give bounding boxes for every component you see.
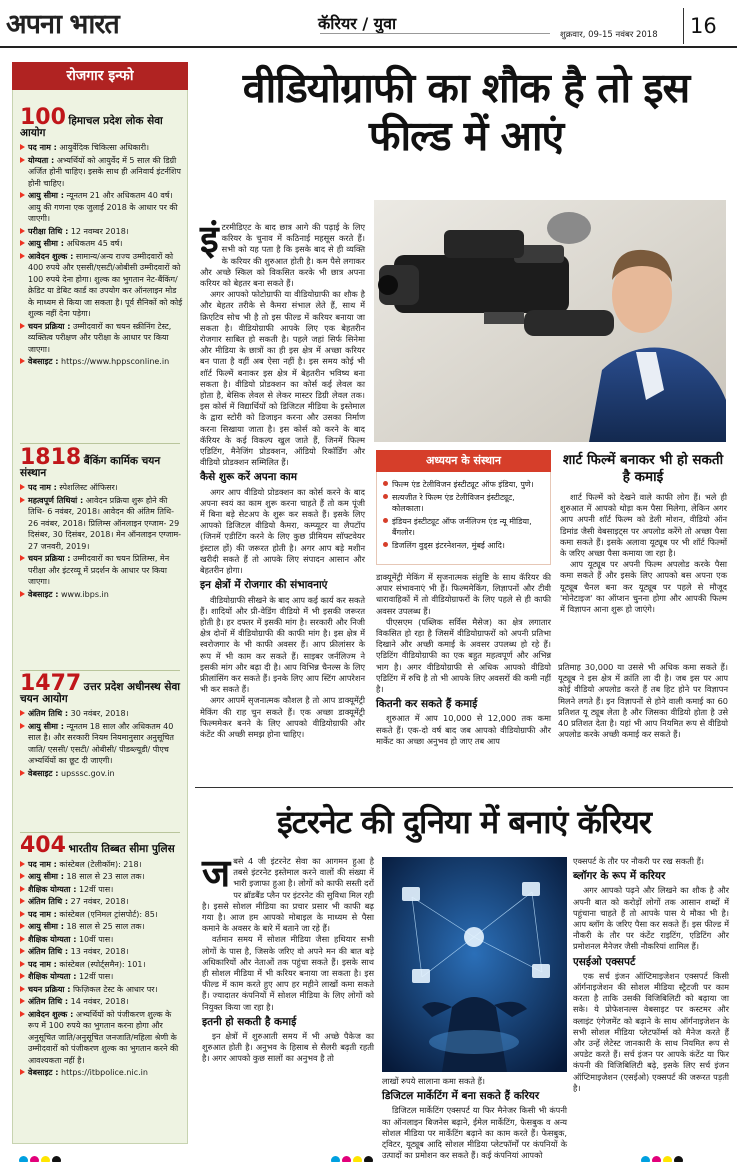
article2-column3 xyxy=(573,856,729,1094)
paragraph: वीडियोग्राफी सीखने के बाद आप कई कार्य कर सकते हैं। शादियों और प्री-वेडिंग वीडियो में भी इसकी जरूरत होती है। हर दफ्तर में इसकी मांग है। सरकारी और निजी क्षेत्र दोनों में वीडियोग्राफी की काफी मांग है। इस क्षेत्र में स्वरोजगार के भी काफी अवसर हैं। आप फ्रीलांसर के रूप में भी काम कर सकते हैं। साइबर जर्नलिज्म ने इसकी मांग और बढ़ा दी है। आप विभिन्न चैनल्स के लिए फ्रीलांसिंग कर सकते हैं। इनके लिए आप स्टिंग आपरेशन भी कर सकते हैं। xyxy=(200,594,365,695)
website-link[interactable]: https://itbpolice.nic.in xyxy=(61,1068,148,1077)
paragraph: बसे 4 जी इंटरनेट सेवा का आगमन हुआ है तबसे इंटरनेट इस्तेमाल करने वालों की संख्या में भारी इजाफा हुआ है। लोगों को काफी सस्ती दरों पर ब्रॉडबैंड प्लैन पर इंटरनेट की सुविधा मिल रही है। इससे सोशल मीडिया का प्रचार प्रसार भी काफी बढ़ गया है। आज हम आपको मोबाइल के माध्यम से पैसा कमाने के अवसर के बारे में बताने जा रहे हैं। xyxy=(202,856,374,934)
list-item: पद नाम : स्पेशलिस्ट ऑफिसर। xyxy=(20,482,184,494)
job-details-list xyxy=(20,142,184,368)
list-item: आयु सीमा : न्यूनतम 18 साल और अधिकतम 40 साल है। और सरकारी नियम नियमानुसार अनुसूचित जाति/ एससी/ एसटी/ ओबीसी/ पीडब्ल्यूडी/ पीएच अभ्यर्थियों का छूट दी जाएगी। xyxy=(20,721,184,767)
list-item: फिल्म एंड टेलीविजन इंस्टीट्यूट ऑफ इंडिया, पुणे। xyxy=(383,479,544,490)
list-item: पद नाम : कांस्टेबल (एनिमल ट्रांसपोर्ट): 85। xyxy=(20,909,184,921)
paragraph: एक सर्च इंजन ऑप्टिमाइजेशन एक्सपर्ट किसी ऑर्गनाइजेशन की सोशल मीडिया स्ट्रैटजी पर काम करता है ताकि उसकी विजिबिलिटी को बढ़ाया जा सके। ये प्रोफेशनल्स वेबसाइट पर कस्टमर और क्लाइंट एंगेजमेंट को बढ़ाने के साथ ऑर्गनाइजेशन के सभी सोशल मीडिया प्लेटफॉर्म्स को मैनेज करते हैं और उन्हें लेटेस्ट जानकारी के साथ नियमित रूप से अपडेट करते हैं। सर्च इंजन पर आपके कंटेंट या फिर कंपनी की विजिबिलिटी बढ़े, इसके लिए सर्च इंजन ऑप्टिमाइजेशन (एसईओ) एक्सपर्ट की जरूरत पड़ती है। xyxy=(573,970,729,1093)
job-details-list xyxy=(20,708,184,779)
list-item: डिजलिंग वुड्स इंटरनेशनल, मुंबई आदि। xyxy=(383,540,544,551)
page-number: 16 xyxy=(690,14,717,38)
subheading: डिजिटल मार्केटिंग में बना सकते हैं करियर xyxy=(382,1090,540,1103)
job-block-itbp xyxy=(20,833,184,1080)
paragraph: प्रतिमाह 30,000 या उससे भी अधिक कमा सकते हैं। यूट्यूब ने इस क्षेत्र में क्रांति ला दी है। जब इस पर आप कोई वीडियो अपलोड करते हैं तब हिट होने पर विज्ञापन मिलने लगते हैं। इन विज्ञापनों से होने वाली कमाई का 60 प्रतिशत यू ट्यूब लेता है और जिसका वीडियो होता है उसे 40 प्रतिशत देता है। यहां भी आप नियमित रूप से वीडियो अपलोड करके अच्छी कमाई कर सकते हैं। xyxy=(558,662,728,740)
article-divider xyxy=(195,787,733,788)
job-details-list xyxy=(20,859,184,1079)
job-block-upsssc xyxy=(20,671,184,780)
header-divider xyxy=(320,33,550,34)
list-item: वेबसाइट : https://itbpolice.nic.in xyxy=(20,1067,184,1079)
job-details-list xyxy=(20,482,184,600)
institutes-list xyxy=(377,479,550,551)
list-item: चयन प्रक्रिया : उम्मीदवारों का चयन स्क्रीनिंग टेस्ट, व्यक्तित्व परीक्षण और परीक्षा के आधार पर किया जाएगा। xyxy=(20,321,184,356)
article1-column2 xyxy=(376,572,551,747)
list-item: योग्यता : अभ्यर्थियों को आयुर्वेद में 5 साल की डिग्री अर्जित होनी चाहिए। इसके साथ ही अनिवार्य इंटर्नशिप होनी चाहिए। xyxy=(20,155,184,190)
paragraph: शार्ट फिल्में को देखने वाले काफी लोग हैं। भले ही शुरुआत में आपको थोड़ा कम पैसा मिलेगा, लेकिन अगर आप अपनी शॉर्ट फिल्म को डेली मोशन, वीडियो ऑन डिमांड जैसी वेबसाइट्स पर अपलोड करेंगे तो अच्छा पैसा कमा सकते हैं। इसके अलावा यूट्यूब पर भी शॉर्ट फिल्मों के जरिए अच्छा पैसा कमाया जा रहा है। xyxy=(560,492,727,559)
list-item: आयु सीमा : 18 साल से 25 साल तक। xyxy=(20,921,184,933)
paragraph: वर्तमान समय में सोशल मीडिया जैसा हथियार सभी लोगों के पास है, जिसके जरिए वो अपने मन की बात बड़े अधिकारियों और नेताओं तक पहुंचा सकते हैं। इसके साथ ही सोशल मीडिया में भी करियर बनाया जा सकता है। इस फील्ड में काम करते हुए आप हर महीने लाखों कमा सकते हैं। ज्यादातर कंपनियों में सोशल मीडिया के लिए लोगों को नियुक्त किया जा रहा है। xyxy=(202,934,374,1012)
paragraph: अगर आपको पढ़ने और लिखने का शौक है और अपनी बात को करोड़ों लोगों तक आसान शब्दों में पहुंचाना चाहते हैं तो आपके पास ये मौका भी है। आप ब्लॉग के जरिए पैसा कर सकते हैं। इस फील्ड में नौकरी के तौर पर कंटेंट राइटिंग, एडिटिंग और प्रमोशनल मैनेजर जैसी नौकरियां शामिल हैं। xyxy=(573,885,729,952)
job-count: 404 xyxy=(20,833,66,858)
paragraph: शुरुआत में आप 10,000 से 12,000 तक कमा सकते हैं। एक-दो वर्ष बाद जब आपको वीडियोग्राफी और मार्केट का अच्छा अनुभव हो जाए तब आप xyxy=(376,713,551,746)
paragraph: लाखों रुपये सालाना कमा सकते हैं। xyxy=(382,1076,486,1086)
yellow-dot xyxy=(41,1156,50,1162)
job-count: 1818 xyxy=(20,445,82,470)
magenta-dot xyxy=(652,1156,661,1162)
subheading: इन क्षेत्रों में रोजगार की संभावनाएं xyxy=(200,579,328,592)
cyan-dot xyxy=(641,1156,650,1162)
page-number-divider xyxy=(683,8,684,44)
list-item: चयन प्रक्रिया : फिज़िकल टेस्ट के आधार पर। xyxy=(20,984,184,996)
list-item: महत्वपूर्ण तिथियां : आवेदन प्रक्रिया शुरू होने की तिथि- 6 नवंबर, 2018। आवेदन की अंतिम तिथि- 26 नवंबर, 2018। प्रिलिम्स ऑनलाइन एग्जाम- 29 दिसंबर, 30 दिसंबर, 2018। मेन ऑनलाइन एग्जाम- 27 जनवरी, 2019। xyxy=(20,495,184,553)
job-org-title: बैंकिंग कार्मिक चयन संस्थान xyxy=(20,455,161,479)
dateline: शुक्रवार, 09-15 नवंबर 2018 xyxy=(560,30,658,40)
job-org-title: उत्तर प्रदेश अधीनस्थ सेवा चयन आयोग xyxy=(20,681,181,705)
list-item: वेबसाइट : https://www.hppsconline.in xyxy=(20,356,184,368)
list-item: आवेदन शुल्क : अभ्यर्थियों को पंजीकरण शुल्क के रूप में 100 रुपये का भुगतान करना होगा और अनुसूचित जाति/अनुसूचित जनजाति/महिला श्रेणी के उम्मीदवारों को पंजीकरण शुल्क का भुगतान करने की आवश्यकता नहीं है। xyxy=(20,1009,184,1067)
print-color-bar xyxy=(0,1148,737,1162)
headline-videography: वीडियोग्राफी का शौक है तो इस फील्ड में आएं xyxy=(242,64,690,160)
paragraph: डाक्यूमेंट्री मेकिंग में सृजनात्मक संतुष्टि के साथ कॅरियर की अपार संभावनाएं भी हैं। फिल्ममेकिंग, लिज्ञापनों और टीवी धारावाहिकों में तो वीडियोग्राफरों के लिए पहले से ही काफी अवसर उपलब्ध हैं। xyxy=(376,572,551,616)
paragraph: टरमीडिएट के बाद छात्र आगे की पढ़ाई के लिए करियर के चुनाव में कठिनाई महसूस करते हैं। सभी को यह पता है कि इसके बाद से ही व्यक्ति के करियर की शुरुआत होती है। कम पैसे लगाकर और अच्छे स्किल को विकसित करके भी छात्र अपना करियर को बेहतर बना सकते हैं। xyxy=(200,222,365,289)
list-item: चयन प्रक्रिया : उम्मीदवारों का चयन प्रिलिम्स, मेन परीक्षा और इंटरव्यू में प्रदर्शन के आधार पर किया जाएगा। xyxy=(20,553,184,588)
job-count: 100 xyxy=(20,105,66,130)
website-link[interactable]: upsssc.gov.in xyxy=(61,768,115,778)
yellow-dot xyxy=(663,1156,672,1162)
headline-internet-career: इंटरनेट की दुनिया में बनाएं कॅरियर xyxy=(276,803,652,841)
cyan-dot xyxy=(19,1156,28,1162)
black-dot xyxy=(52,1156,61,1162)
section-title: कॅरियर / युवा xyxy=(318,14,397,33)
list-item: शैक्षिक योग्यता : 10वीं पास। xyxy=(20,934,184,946)
list-item: आयु सीमा : 18 साल से 23 साल तक। xyxy=(20,871,184,883)
drop-cap: इं xyxy=(200,217,219,261)
paragraph: अगर आप वीडियो प्रोडक्शन का कोर्स करने के बाद अपना स्वयं का काम शुरू करना चाहते हैं तो कम पूंजी में बिना बड़े सेटअप के शुरू कर सकते हैं। इसके लिए आपको डिजिटल वीडियो कैमरा, कम्प्यूटर या लैपटॉप (जिनमें एडीटिंग करने के लिए कुछ प्रीमियम सॉफ्टवेयर इंस्टाल हों) की जरूरत होती है। अगर आप बड़े मशीन खरीदी सकते हैं तो आपके लिए संपादन आसान और बेहतरीन होगा। xyxy=(200,486,365,576)
job-count: 1477 xyxy=(20,671,82,696)
yellow-dot xyxy=(353,1156,362,1162)
subheading: कैसे शुरू करें अपना काम xyxy=(200,471,298,484)
list-item: वेबसाइट : www.ibps.in xyxy=(20,589,184,601)
magenta-dot xyxy=(342,1156,351,1162)
list-item: पद नाम : कांस्टेबल (टेलीकॉम): 218। xyxy=(20,859,184,871)
list-item: आयु सीमा : अधिकतम 45 वर्ष। xyxy=(20,238,184,250)
list-item: वेबसाइट : upsssc.gov.in xyxy=(20,768,184,780)
website-link[interactable]: https://www.hppsconline.in xyxy=(61,357,170,366)
black-dot xyxy=(364,1156,373,1162)
paragraph: अगर आपको फोटोग्राफी या वीडियोग्राफी का शौक है और बेहतर तरीके से कैमरा संभाल लेते हैं, साथ में क्रिएटिव सोच भी है तो इस फील्ड में करियर बनाया जा सकता है। वीडियोग्राफी आपके लिए एक बेहतरीन रोजगार साबित हो सकती है। पहले जहां सिर्फ सिनेमा और मीडिया के छात्रों का ही इस क्षेत्र में अच्छा करियर बन पाता है वहीं अब ऐसा नहीं है। इस समय कोई भी शॉर्ट फिल्में बनाकर इस क्षेत्र में बेहतरीन भविष्य बना सकता है। वीडियो प्रोडक्शन का कोर्स कई लेवल का होता है, बेसिक लेवल से लेकर मास्टर डिग्री लेवल तक। इस कोर्स में विद्यार्थियों को डिजिटल मीडिया के इस्तेमाल के द्वारा स्टोरी को डिजाइन करना और उसका निर्माण करना सिखाया जाता है। इस कोर्स को करने के बाद कॅरियर के कई विकल्प खुल जाते हैं, जिनमें फिल्म एडिटिंग, मैनेजिंग प्रोडक्शन, ऑडियो रिकॉर्डिंग और वीडियो प्रोडक्शन सम्मिलित हैं। xyxy=(200,289,365,468)
drop-cap: ज xyxy=(202,851,231,895)
sidebar-title: रोजगार इन्फो xyxy=(12,62,188,90)
article2-column1 xyxy=(202,851,374,1065)
list-item: शैक्षिक योग्यता : 12वीं पास। xyxy=(20,884,184,896)
job-block-ibps xyxy=(20,445,184,601)
list-item: शैक्षिक योग्यता : 12वीं पास। xyxy=(20,971,184,983)
list-item: सत्यजीत रे फिल्म एंड टेलीविजन इंस्टीट्यूट, कोलकाता। xyxy=(383,492,544,514)
subheading: कितनी कर सकते हैं कमाई xyxy=(376,698,478,711)
cyan-dot xyxy=(331,1156,340,1162)
paragraph: अगर आपमें सृजनात्मक कौशल है तो आप डाक्यूमेंट्री मेकिंग की राह चुन सकते हैं। एक अच्छा डाक्यूमेंट्री फिल्ममेकर बनने के लिए आपको वीडियोग्राफी और कंटेंट की अच्छी समझ होना चाहिए। xyxy=(200,695,365,739)
subheading: एसईओ एक्सपर्ट xyxy=(573,955,636,968)
network-illustration xyxy=(382,857,567,1072)
website-link[interactable]: www.ibps.in xyxy=(61,589,109,599)
list-item: पद नाम : आयुर्वेदिक चिकित्सा अधिकारी। xyxy=(20,142,184,154)
list-item: पद नाम : कांस्टेबल (स्पोर्ट्समैन): 101। xyxy=(20,959,184,971)
paragraph: डिजिटल मार्केटिंग एक्सपर्ट या फिर मैनेजर किसी भी कंपनी का ऑनलाइन बिजनेस बढ़ाने, ईमेल मार्केटिंग, फेसबुक व अन्य सोशल मीडिया पर मार्केटिंग बढ़ाने का काम करते हैं। फेसबुक, ट्विटर, यूट्यूब आदि सोशल मीडिया प्लेटफॉर्मों पर कंपनियों के उत्पादों का प्रमोशन कर सकते हैं। कई कंपनियां आपको xyxy=(382,1105,567,1161)
list-item: आयु सीमा : न्यूनतम 21 और अधिकतम 40 वर्ष। आयु की गणना एक जुलाई 2018 के आधार पर की जाएगी। xyxy=(20,190,184,225)
article1-column3 xyxy=(560,492,727,615)
article1-column3b xyxy=(558,662,728,740)
article1-column1 xyxy=(200,217,365,740)
list-item: अंतिम तिथि : 30 नवंबर, 2018। xyxy=(20,708,184,720)
paragraph: आप यूट्यूब पर अपनी फिल्म अपलोड करके पैसा कमा सकते हैं और इसके लिए आपको बस अपना एक यूट्यूब चैनल बना कर यूट्यूब पर पहले से मौजूद 'मोनेटाइज' का ऑप्शन चुनना होगा और आपकी फिल्म में विज्ञापन आना शुरू हो जाएंगे। xyxy=(560,559,727,615)
photo-videographer xyxy=(374,200,726,442)
list-item: आवेदन शुल्क : सामान्य/अन्य राज्य उम्मीदवारों को 400 रुपये और एससी/एसटी/ओबीसी उम्मीदवारों को 100 रुपये देना होगा। शुल्क का भुगतान नेट-बैंकिंग/क्रेडिट या डेबिट कार्ड का उपयोग कर ऑनलाइन मोड के माध्यम से किया जा सकता है। पूर्व सैनिकों को कोई शुल्क नहीं देना पड़ेगा। xyxy=(20,251,184,320)
subheading: इतनी हो सकती है कमाई xyxy=(202,1015,297,1028)
paragraph: एक्सपर्ट के तौर पर नौकरी पर रख सकती हैं। xyxy=(573,856,705,866)
videographer-illustration xyxy=(374,200,726,442)
job-block-hppsc xyxy=(20,105,184,369)
institutes-box-title: अध्ययन के संस्थान xyxy=(376,450,551,472)
list-item: इंडियन इंस्टीट्यूट ऑफ जर्नलिज्म एंड न्यू मीडिया, बैंगलोर। xyxy=(383,516,544,538)
masthead: अपना भारत xyxy=(6,9,119,40)
black-dot xyxy=(674,1156,683,1162)
paragraph: पीएसएम (पब्लिक सर्विस मैसेज) का क्षेत्र लगातार विकसित हो रहा है जिसमें वीडियोग्राफरों को अपनी प्रतिभा दिखाने और अच्छी कमाई के अवसर उपलब्ध हो रहे हैं। एडिटिंग वीडियोग्राफी का एक बहुत महत्वपूर्ण और अभिन्न भाग है। अगर वीडियोग्राफी से अधिक आपको वीडियो एडिटिंग में रुचि है तो भी आपके लिए अवसरों की कमी नहीं है। xyxy=(376,616,551,695)
job-org-title: हिमाचल प्रदेश लोक सेवा आयोग xyxy=(20,115,163,139)
sidebar-divider xyxy=(20,443,180,444)
list-item: अंतिम तिथि : 14 नवंबर, 2018। xyxy=(20,996,184,1008)
list-item: परीक्षा तिथि : 12 नवम्बर 2018। xyxy=(20,226,184,238)
photo-digital-network xyxy=(382,857,567,1072)
list-item: अंतिम तिथि : 13 नवंबर, 2018। xyxy=(20,946,184,958)
magenta-dot xyxy=(30,1156,39,1162)
subheading: ब्लॉगर के रूप में करियर xyxy=(573,870,666,883)
paragraph: इन क्षेत्रों में शुरुआती समय में भी अच्छे पैकेज का शुरुआत होती है। अनुभव के हिसाब से सैलरी बढ़ती रहती है। अगर आपको कुछ सालों का अनुभव है तो xyxy=(202,1031,374,1064)
list-item: अंतिम तिथि : 27 नवंबर, 2018। xyxy=(20,896,184,908)
short-films-heading: शार्ट फिल्में बनाकर भी हो सकती है कमाई xyxy=(562,452,724,485)
job-org-title: भारतीय तिब्बत सीमा पुलिस xyxy=(68,843,175,855)
